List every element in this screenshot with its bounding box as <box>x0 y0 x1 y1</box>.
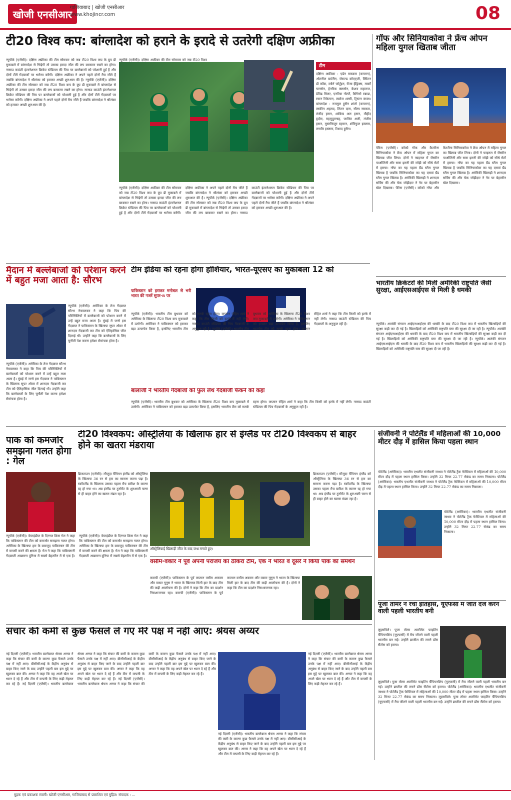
tennis-body: पेरिस (एजेंसी)। कोको गॉफ और कैटरीना सिनियाकोवा ने फ्रेंच ओपन में महिला युगल का खिताब जीत लिया। दोनों ने फाइनल में जैस्मीन पाओलिनी और सारा इरानी की जोड़ी को सीधे सेटों में हराया। गॉफ का यह पहला ग्रैंड स्लैम युगल खिताब है जबकि सिनियाकोवा का यह दसवां ग्रैंड स्लैम युगल खिताब है। अमेरिकी खिलाड़ी ने शानदार सर्विस की और चेक जोड़ीदार ने नेट पर बेहतरीन खेल दिखाया। पेरिस (एजेंसी)। कोको गॉफ और कैटरीना सिनियाकोवा ने फ्रेंच ओपन में महिला युगल का खिताब जीत लिया। दोनों ने फाइनल में जैस्मीन पाओलिनी और सारा इरानी की जोड़ी को सीधे सेटों में हराया। गॉफ का यह पहला ग्रैंड स्लैम युगल खिताब है जबकि सिनियाकोवा का यह दसवां ग्रैंड स्लैम युगल खिताब है। अमेरिकी खिलाड़ी ने शानदार सर्विस की और चेक जोड़ीदार ने नेट पर बेहतरीन खेल दिखाया। <box>376 146 506 190</box>
iyer-story <box>6 627 372 649</box>
lead-body: न्यूयॉर्क (एजेंसी)। दक्षिण अफ्रीका की टीम सोमवार को जब टी20 विश्व कप के ग्रुप डी मुकाबले में बांग्लादेश से भिड़ेगी तो उसका इरादा जीत की लय बरकरार रखने का होगा। नासाउ काउंटी इंटरनेशनल क्रिकेट स्टेडियम की पिच पर बल्लेबाजों को परेशानी हुई है और दोनों टीमें गेंदबाजों पर भरोसा करेंगी। दक्षिण अफ्रीका ने अपने पहले दोनों मैच जीते हैं जबकि बांग्लादेश ने श्रीलंका को हराकर अच्छी शुरुआत की है। न्यूयॉर्क (एजेंसी)। दक्षिण अफ्रीका की टीम सोमवार को जब टी20 विश्व कप के ग्रुप डी मुकाबले में बांग्लादेश से भिड़ेगी तो उसका इरादा जीत की लय बरकरार रखने का होगा। नासाउ काउंटी इंटरनेशनल क्रिकेट स्टेडियम की पिच पर बल्लेबाजों को परेशानी हुई है और दोनों टीमें गेंदबाजों पर भरोसा करेंगी। दक्षिण अफ्रीका ने अपने पहले दोनों मैच जीते हैं जबकि बांग्लादेश ने श्रीलंका को हराकर अच्छी शुरुआत की है। <box>6 58 116 107</box>
bangladesh-photo <box>244 60 314 110</box>
tennis-photo <box>376 68 506 143</box>
saurabh-body-col2: न्यूयॉर्क (एजेंसी)। अमेरिका के तेज गेंदबाज सौरभ नेत्रवलकर ने कहा कि पिच की परिस्थितियों में बल्लेबाजों को परेशान करने में उन्हें बहुत मजा आता है। मुंबई में जन्मे इस गेंदबाज ने पाकिस्तान के खिलाफ सुपर ओवर में शानदार गेंदबाजी कर टीम को ऐतिहासिक जीत दिलाई थी। उन्होंने कहा कि बल्लेबाजों के लिए चुनौती पेश करना हमेशा रोमांचक होता है। <box>6 362 66 401</box>
wasim-headline: वसीम-वकार ने पूर्व अपनी पराजय का ठीकरा टीम, एक ने भारत व दूसरे ने किया पाक का समर्थन <box>150 559 355 565</box>
eng-aus-headline: टी20 विश्वकप: ऑस्ट्रेलिया के खिलाफ हार से इंग्लैंड पर टी20 विश्वकप से बाहर होने का खतरा मंडराया <box>78 430 357 451</box>
eng-aus-story <box>78 430 370 470</box>
runner-illustration <box>378 510 442 558</box>
commentators-illustration <box>302 576 372 620</box>
wasim-divider <box>150 556 372 557</box>
gayle-body: न्यूयॉर्क (एजेंसी)। वेस्टइंडीज के दिग्गज क्रिस गेल ने कहा कि पाकिस्तान की टीम को कमजोर समझना गलत होगा। अमेरिका के खिलाफ हार के बावजूद पाकिस्तान की टीम में वापसी करने की क्षमता है। गेल ने कहा कि पाकिस्तानी गेंदबाजी आक्रमण दुनिया में सबसे बेहतरीन में से एक है। न्यूयॉर्क (एजेंसी)। वेस्टइंडीज के दिग्गज क्रिस गेल ने कहा कि पाकिस्तान की टीम को कमजोर समझना गलत होगा। अमेरिका के खिलाफ हार के बावजूद पाकिस्तान की टीम में वापसी करने की क्षमता है। गेल ने कहा कि पाकिस्तानी गेंदबाजी आक्रमण दुनिया में सबसे बेहतरीन में से एक है। <box>6 534 148 558</box>
newspaper-logo: खोजी एनसीआर <box>8 4 77 24</box>
sanjeevani-photo <box>378 510 442 558</box>
page-footer: मुद्रक एवं प्रकाशक स्वामी: खोजी एनसीआर, गाजियाबाद से प्रकाशित एवं मुद्रित। संपादक : ... <box>0 790 511 800</box>
eng-aus-body-col3: ब्रिजटाउन (एजेंसी)। मौजूदा चैंपियन इंग्लैंड को ऑस्ट्रेलिया के खिलाफ 36 रन से हार का सामना करना पड़ा है। स्कॉटलैंड के खिलाफ उसका पहला मैच बारिश के कारण रद्द हो गया था। अब इंग्लैंड पर टूर्नामेंट के शुरुआती चरण से ही बाहर होने का खतरा मंडरा रहा है। <box>313 472 371 501</box>
pooja-divider <box>378 600 506 601</box>
pooja-body-bottom: लुइसविले। पूजा तोमर अल्टीमेट फाइटिंग चैंपियनशिप (यूएफसी) में मैच जीतने वाली पहली भारतीय बन गईं। उन्होंने ब्राजील की रायने डॉस सैंटोस को हराया। पोर्टलैंड (अमेरिका)। भारतीय एथलीट संजीवनी जाधव ने पोर्टलैंड ट्रैक फेस्टिवल में महिलाओं की 10,000 मीटर दौड़ में पहला स्थान हासिल किया। उन्होंने 32 मिनट 22.77 सेकंड का समय निकाला। लुइसविले। पूजा तोमर अल्टीमेट फाइटिंग चैंपियनशिप (यूएफसी) में मैच जीतने वाली पहली भारतीय बन गईं। उन्होंने ब्राजील की रायने डॉस सैंटोस को हराया। <box>378 680 506 704</box>
saurabh-headline: मैदान में बल्लेबाजों को परेशान करने में बहुत मजा आता है: सौरभ <box>6 266 126 287</box>
wasim-photo <box>302 576 372 620</box>
sanjeevani-story <box>378 430 506 470</box>
balaji-headline: बालाजी ने भारतीय गेंदबाजों को फुल लेंथ गेंदबाजी फेंकने को कहा <box>131 388 265 394</box>
wasim-story <box>150 559 372 573</box>
eng-aus-caption: ऑस्ट्रेलियाई खिलाड़ी जीत के बाद जश्न मनाते हुए। <box>150 547 213 551</box>
section-divider <box>6 263 370 264</box>
iyer-body-under: नई दिल्ली (एजेंसी)। भारतीय बल्लेबाज श्रेयस अय्यर ने कहा कि संचार की कमी के कारण कुछ फैसले उनके पक्ष में नहीं आए। बीसीसीआई के केंद्रीय अनुबंध से बाहर किए जाने के बाद उन्होंने पहली बार इस मुद्दे पर खुलकर बात की। अय्यर ने कहा कि वह अपने खेल पर ध्यान दे रहे हैं और टीम में वापसी के लिए कड़ी मेहनत कर रहे हैं। <box>218 732 306 756</box>
right-column-divider <box>374 430 375 760</box>
pooja-headline: पूजा तोमर ने रचा इतिहास, यूएफसी में जीत दर्ज करने वाली पहली भारतीय बनी <box>378 602 500 615</box>
saurabh-body: न्यूयॉर्क (एजेंसी)। अमेरिका के तेज गेंदबाज सौरभ नेत्रवलकर ने कहा कि पिच की परिस्थितियों में बल्लेबाजों को परेशान करने में उन्हें बहुत मजा आता है। मुंबई में जन्मे इस गेंदबाज ने पाकिस्तान के खिलाफ सुपर ओवर में शानदार गेंदबाजी कर टीम को ऐतिहासिक जीत दिलाई थी। उन्होंने कहा कि बल्लेबाजों के लिए चुनौती पेश करना हमेशा रोमांचक होता है। <box>68 304 126 343</box>
batsman-illustration <box>244 60 314 110</box>
saurabh-photo <box>6 304 66 359</box>
team-heading: टीम <box>316 62 371 70</box>
eng-aus-body: ब्रिजटाउन (एजेंसी)। मौजूदा चैंपियन इंग्लैंड को ऑस्ट्रेलिया के खिलाफ 36 रन से हार का सामना करना पड़ा है। स्कॉटलैंड के खिलाफ उसका पहला मैच बारिश के कारण रद्द हो गया था। अब इंग्लैंड पर टूर्नामेंट के शुरुआती चरण से ही बाहर होने का खतरा मंडरा रहा है। <box>78 472 148 496</box>
tennis-story <box>376 34 506 64</box>
iyer-body-right: नई दिल्ली (एजेंसी)। भारतीय बल्लेबाज श्रेयस अय्यर ने कहा कि संचार की कमी के कारण कुछ फैसले उनके पक्ष में नहीं आए। बीसीसीआई के केंद्रीय अनुबंध से बाहर किए जाने के बाद उन्होंने पहली बार इस मुद्दे पर खुलकर बात की। अय्यर ने कहा कि वह अपने खेल पर ध्यान दे रहे हैं और टीम में वापसी के लिए कड़ी मेहनत कर रहे हैं। <box>308 652 372 686</box>
lead-headline: टी20 विश्व कप: बांग्लादेश को हराने के इरादे से उतरेगी दक्षिण अफ्रीका <box>6 34 335 48</box>
india-usa-headline: टीम इंडिया को रहना होगा होशियार, भारत-यूएसए का मुकाबला 12 को <box>131 266 334 274</box>
gayle-story <box>6 436 76 468</box>
lead-body-col2: न्यूयॉर्क (एजेंसी)। दक्षिण अफ्रीका की टीम सोमवार को जब टी20 विश्व <box>119 58 207 62</box>
dateline-text: गाजियाबाद | खोजी एनसीआर <box>70 5 125 11</box>
pooja-photo <box>440 626 506 678</box>
bcci-story <box>376 280 506 322</box>
india-usa-story <box>131 266 371 286</box>
gayle-photo <box>6 472 76 532</box>
india-usa-subhead <box>131 388 371 398</box>
pooja-body: लुइसविले। पूजा तोमर अल्टीमेट फाइटिंग चैंपियनशिप (यूएफसी) में मैच जीतने वाली पहली भारतीय बन गईं। उन्होंने ब्राजील की रायने डॉस सैंटोस को हराया। <box>378 628 438 647</box>
bcci-headline: भारतीय क्रिकेटरों की मिली अमेरिकी राष्ट्रपति जैसी सुरक्षा, आईएसआईएस से मिली है धमकी <box>376 280 492 295</box>
tennis-headline: गॉफ और सिनियाकोवा ने फ्रेंच ओपन महिला युगल खिताब जीता <box>376 34 488 53</box>
mid-divider <box>6 426 506 427</box>
saurabh-story <box>6 266 126 296</box>
gayle-headline: पाक को कमजोर समझना गलत होगा : गेल <box>6 436 72 468</box>
pooja-story <box>378 602 506 626</box>
tennis-players-illustration <box>376 68 506 143</box>
eng-aus-photo <box>150 472 310 546</box>
wasim-body: कराची (एजेंसी)। पाकिस्तान के पूर्व कप्तान वसीम अकरम और वकार यूनुस ने भारत के खिलाफ मिली हार के बाद टीम की कड़ी आलोचना की है। दोनों ने कहा कि टीम का प्रदर्शन निराशाजनक रहा। कराची (एजेंसी)। पाकिस्तान के पूर्व कप्तान वसीम अकरम और वकार यूनुस ने भारत के खिलाफ मिली हार के बाद टीम की कड़ी आलोचना की है। दोनों ने कहा कि टीम का प्रदर्शन निराशाजनक रहा। <box>150 576 300 595</box>
india-usa-body: न्यूयॉर्क (एजेंसी)। भारतीय टीम बुधवार को अमेरिका के खिलाफ टी20 विश्व कप मुकाबले में उतरेगी। अमेरिका ने पाकिस्तान को हराकर बड़ा उलटफेर किया है, इसलिए भारतीय टीम को सतर्क रहना होगा। कप्तान रोहित शर्मा ने कहा कि टीम किसी को हल्के में नहीं लेगी। नासाउ काउंटी स्टेडियम की पिच गेंदबाजों के अनुकूल रही है। न्यूयॉर्क (एजेंसी)। भारतीय टीम बुधवार को अमेरिका के खिलाफ टी20 विश्व कप मुकाबले में उतरेगी। अमेरिका ने पाकिस्तान को हराकर बड़ा उलटफेर किया है, इसलिए भारतीय टीम को सतर्क रहना होगा। कप्तान रोहित शर्मा ने कहा कि टीम किसी को हल्के में नहीं लेगी। नासाउ काउंटी स्टेडियम की पिच गेंदबाजों के अनुकूल रही है। <box>131 312 371 331</box>
masthead <box>0 0 511 30</box>
sanjeevani-body: पोर्टलैंड (अमेरिका)। भारतीय एथलीट संजीवनी जाधव ने पोर्टलैंड ट्रैक फेस्टिवल में महिलाओं की 10,000 मीटर दौड़ में पहला स्थान हासिल किया। उन्होंने 32 मिनट 22.77 सेकंड का समय निकाला। पोर्टलैंड (अमेरिका)। भारतीय एथलीट संजीवनी जाधव ने पोर्टलैंड ट्रैक फेस्टिवल में महिलाओं की 10,000 मीटर दौड़ में पहला स्थान हासिल किया। उन्होंने 32 मिनट 22.77 सेकंड का समय निकाला। <box>378 470 506 489</box>
dateline <box>70 5 270 19</box>
iyer-headline: संचार की कमी से कुछ फैसले ले गए मेरे पक्ष में नहीं आए: श्रेयस अय्यर <box>6 627 259 637</box>
website-text: www.khojincr.com <box>70 12 116 18</box>
bowler-illustration <box>6 304 66 359</box>
gayle-illustration <box>6 472 76 532</box>
iyer-divider <box>6 624 372 625</box>
page-number: 08 <box>471 2 505 26</box>
celebration-illustration <box>150 472 310 546</box>
fighter-illustration <box>440 626 506 678</box>
lead-body-col3: न्यूयॉर्क (एजेंसी)। दक्षिण अफ्रीका की टीम सोमवार को जब टी20 विश्व कप के ग्रुप डी मुकाबले में बांग्लादेश से भिड़ेगी तो उसका इरादा जीत की लय बरकरार रखने का होगा। नासाउ काउंटी इंटरनेशनल क्रिकेट स्टेडियम की पिच पर बल्लेबाजों को परेशानी हुई है और दोनों टीमें गेंदबाजों पर भरोसा करेंगी। दक्षिण अफ्रीका ने अपने पहले दोनों मैच जीते हैं जबकि बांग्लादेश ने श्रीलंका को हराकर अच्छी शुरुआत की है। न्यूयॉर्क (एजेंसी)। दक्षिण अफ्रीका की टीम सोमवार को जब टी20 विश्व कप के ग्रुप डी मुकाबले में बांग्लादेश से भिड़ेगी तो उसका इरादा जीत की लय बरकरार रखने का होगा। नासाउ काउंटी इंटरनेशनल क्रिकेट स्टेडियम की पिच पर बल्लेबाजों को परेशानी हुई है और दोनों टीमें गेंदबाजों पर भरोसा करेंगी। दक्षिण अफ्रीका ने अपने पहले दोनों मैच जीते हैं जबकि बांग्लादेश ने श्रीलंका को हराकर अच्छी शुरुआत की है। <box>119 186 314 215</box>
iyer-illustration <box>218 652 306 730</box>
iyer-photo <box>218 652 306 730</box>
team-box <box>316 62 371 192</box>
sanjeevani-body-col2: पोर्टलैंड (अमेरिका)। भारतीय एथलीट संजीवनी जाधव ने पोर्टलैंड ट्रैक फेस्टिवल में महिलाओं की 10,000 मीटर दौड़ में पहला स्थान हासिल किया। उन्होंने 32 मिनट 22.77 सेकंड का समय निकाला। <box>444 510 506 534</box>
sanjeevani-headline: संजीवनी ने पोर्टलैंड में महिलाओं की 10,000 मीटर दौड़ में हासिल किया पहला स्थान <box>378 430 501 447</box>
right-divider <box>376 276 506 277</box>
team-list: दक्षिण अफ्रीका : एडेन मारक्रम (कप्तान), ओटनील बार्टमैन, जेराल्ड कोएट्जी, क्विंटन डी कॉक, ब्योर्न फोर्टुइन, रीजा हेंड्रिक्स, मार्को यानसेन, हेनरिक क्लासेन, केशव महाराज, डेविड मिलर, एनरिक नोर्त्जे, कैगिसो रबाडा, रयान रिकेल्टन, तबरेज शम्सी, ट्रिस्टन स्टब्स। बांग्लादेश : नजमुल हुसैन शांतो (कप्तान), तस्कीन अहमद, लिटन दास, सौम्य सरकार, तंजीद हसन, शाकिब अल हसन, तौहीद हृदोय, महमूदुल्लाह, जाकिर अली, तंजीम हसन, मुस्तफिजुर रहमान, शोरिफुल इस्लाम, तनवीर इस्लाम, रिशाद हुसैन। <box>316 72 371 131</box>
balaji-body: न्यूयॉर्क (एजेंसी)। भारतीय टीम बुधवार को अमेरिका के खिलाफ टी20 विश्व कप मुकाबले में उतरेगी। अमेरिका ने पाकिस्तान को हराकर बड़ा उलटफेर किया है, इसलिए भारतीय टीम को सतर्क रहना होगा। कप्तान रोहित शर्मा ने कहा कि टीम किसी को हल्के में नहीं लेगी। नासाउ काउंटी स्टेडियम की पिच गेंदबाजों के अनुकूल रही है। <box>131 400 371 409</box>
india-usa-kicker: पाकिस्तान को हराकर मनोबल से भरी भारत की नजरें सुपर-8 पर <box>131 288 191 298</box>
column-divider <box>372 34 373 212</box>
iyer-body: नई दिल्ली (एजेंसी)। भारतीय बल्लेबाज श्रेयस अय्यर ने कहा कि संचार की कमी के कारण कुछ फैसले उनके पक्ष में नहीं आए। बीसीसीआई के केंद्रीय अनुबंध से बाहर किए जाने के बाद उन्होंने पहली बार इस मुद्दे पर खुलकर बात की। अय्यर ने कहा कि वह अपने खेल पर ध्यान दे रहे हैं और टीम में वापसी के लिए कड़ी मेहनत कर रहे हैं। नई दिल्ली (एजेंसी)। भारतीय बल्लेबाज श्रेयस अय्यर ने कहा कि संचार की कमी के कारण कुछ फैसले उनके पक्ष में नहीं आए। बीसीसीआई के केंद्रीय अनुबंध से बाहर किए जाने के बाद उन्होंने पहली बार इस मुद्दे पर खुलकर बात की। अय्यर ने कहा कि वह अपने खेल पर ध्यान दे रहे हैं और टीम में वापसी के लिए कड़ी मेहनत कर रहे हैं। नई दिल्ली (एजेंसी)। भारतीय बल्लेबाज श्रेयस अय्यर ने कहा कि संचार की कमी के कारण कुछ फैसले उनके पक्ष में नहीं आए। बीसीसीआई के केंद्रीय अनुबंध से बाहर किए जाने के बाद उन्होंने पहली बार इस मुद्दे पर खुलकर बात की। अय्यर ने कहा कि वह अपने खेल पर ध्यान दे रहे हैं और टीम में वापसी के लिए कड़ी मेहनत कर रहे हैं। <box>6 652 216 686</box>
bcci-body: न्यूयॉर्क। आतंकी संगठन आईएसआईएस की धमकी के बाद टी20 विश्व कप में भारतीय खिलाड़ियों की सुरक्षा कड़ी कर दी गई है। खिलाड़ियों को अमेरिकी राष्ट्रपति स्तर की सुरक्षा दी जा रही है। न्यूयॉर्क। आतंकी संगठन आईएसआईएस की धमकी के बाद टी20 विश्व कप में भारतीय खिलाड़ियों की सुरक्षा कड़ी कर दी गई है। खिलाड़ियों को अमेरिकी राष्ट्रपति स्तर की सुरक्षा दी जा रही है। न्यूयॉर्क। आतंकी संगठन आईएसआईएस की धमकी के बाद टी20 विश्व कप में भारतीय खिलाड़ियों की सुरक्षा कड़ी कर दी गई है। खिलाड़ियों को अमेरिकी राष्ट्रपति स्तर की सुरक्षा दी जा रही है। <box>376 322 506 351</box>
